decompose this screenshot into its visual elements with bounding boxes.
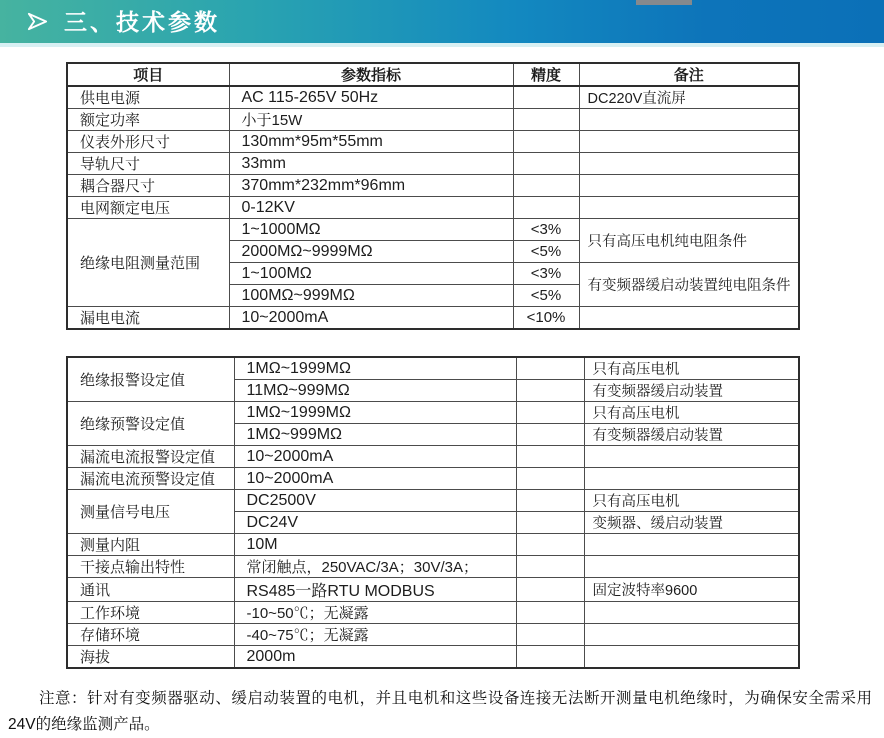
table-row <box>67 578 799 602</box>
table-cell <box>516 512 584 534</box>
table-cell: 只有高压电机 <box>584 402 799 424</box>
banner-underline <box>0 43 884 47</box>
arrow-right-icon <box>26 10 49 33</box>
table-cell: 1MΩ~1999MΩ <box>234 402 516 424</box>
column-header-accuracy: 精度 <box>513 63 579 86</box>
table-row <box>67 646 799 669</box>
table-row <box>67 534 799 556</box>
table-cell: -10~50℃；无凝露 <box>234 602 516 624</box>
table-cell <box>584 468 799 490</box>
table-cell: 漏电电流 <box>67 307 229 330</box>
table-cell <box>584 602 799 624</box>
table-cell: 绝缘电阻测量范围 <box>67 219 229 307</box>
table-cell: 小于15W <box>229 109 513 131</box>
table-cell <box>516 357 584 380</box>
table-cell: 10M <box>234 534 516 556</box>
table-cell: 常闭触点，250VAC/3A；30V/3A； <box>234 556 516 578</box>
table-row <box>67 490 799 512</box>
table-header-row <box>67 63 799 86</box>
table-cell <box>513 175 579 197</box>
table-cell: <3% <box>513 219 579 241</box>
table-row <box>67 602 799 624</box>
table-cell: 供电电源 <box>67 86 229 109</box>
section-title: 三、技术参数 <box>64 9 220 35</box>
table-cell: 仪表外形尺寸 <box>67 131 229 153</box>
column-header-parameter: 参数指标 <box>229 63 513 86</box>
table-cell: 只有高压电机纯电阻条件 <box>579 219 799 263</box>
table-cell: 1MΩ~999MΩ <box>234 424 516 446</box>
table-cell: 1~1000MΩ <box>229 219 513 241</box>
table-cell: 只有高压电机 <box>584 490 799 512</box>
table-cell <box>516 624 584 646</box>
table-cell: 漏流电流报警设定值 <box>67 446 234 468</box>
table-cell: 有变频器缓启动装置 <box>584 380 799 402</box>
table-row <box>67 624 799 646</box>
table-cell <box>516 446 584 468</box>
table-cell: 绝缘报警设定值 <box>67 357 234 402</box>
table-cell: 测量内阻 <box>67 534 234 556</box>
table-cell <box>516 468 584 490</box>
table-cell: <5% <box>513 285 579 307</box>
table-cell <box>513 86 579 109</box>
table-cell <box>516 556 584 578</box>
table-row <box>67 556 799 578</box>
table-cell: 130mm*95m*55mm <box>229 131 513 153</box>
table-row <box>67 153 799 175</box>
table-cell: DC24V <box>234 512 516 534</box>
table-cell: 33mm <box>229 153 513 175</box>
table-cell: <3% <box>513 263 579 285</box>
spec-table-main <box>66 62 800 330</box>
table-cell <box>516 534 584 556</box>
table-cell <box>579 131 799 153</box>
table-cell <box>516 380 584 402</box>
table-cell: 漏流电流预警设定值 <box>67 468 234 490</box>
table-cell: 11MΩ~999MΩ <box>234 380 516 402</box>
table-cell: 工作环境 <box>67 602 234 624</box>
table-cell <box>513 197 579 219</box>
table-row <box>67 468 799 490</box>
table-cell: 通讯 <box>67 578 234 602</box>
table-cell <box>516 490 584 512</box>
spec-table-settings <box>66 356 800 669</box>
table-cell: 10~2000mA <box>229 307 513 330</box>
table-cell: 导轨尺寸 <box>67 153 229 175</box>
table-cell <box>579 175 799 197</box>
table-cell: 固定波特率9600 <box>584 578 799 602</box>
table-cell: 10~2000mA <box>234 468 516 490</box>
table-cell: 370mm*232mm*96mm <box>229 175 513 197</box>
table-cell: 0-12KV <box>229 197 513 219</box>
table-cell: 海拔 <box>67 646 234 669</box>
table-cell: 测量信号电压 <box>67 490 234 534</box>
column-header-remark: 备注 <box>579 63 799 86</box>
table-cell: 1MΩ~1999MΩ <box>234 357 516 380</box>
table-cell <box>584 646 799 669</box>
table-cell: RS485一路RTU MODBUS <box>234 578 516 602</box>
table-cell: <10% <box>513 307 579 330</box>
table-cell <box>579 197 799 219</box>
column-header-item: 项目 <box>67 63 229 86</box>
table-cell <box>516 578 584 602</box>
section-banner <box>0 0 884 43</box>
table-row <box>67 307 799 330</box>
table-row <box>67 402 799 424</box>
table-cell <box>579 153 799 175</box>
table-cell: 有变频器缓启动装置 <box>584 424 799 446</box>
table-row <box>67 109 799 131</box>
table-row <box>67 175 799 197</box>
table-cell <box>513 109 579 131</box>
scrollbar-artifact <box>636 0 692 5</box>
table-cell: DC2500V <box>234 490 516 512</box>
table-cell: 干接点输出特性 <box>67 556 234 578</box>
table-cell <box>513 131 579 153</box>
table-cell: 有变频器缓启动装置纯电阻条件 <box>579 263 799 307</box>
table-cell <box>579 109 799 131</box>
table-cell: 只有高压电机 <box>584 357 799 380</box>
table-cell: 2000MΩ~9999MΩ <box>229 241 513 263</box>
table-cell <box>516 402 584 424</box>
table-cell: 存储环境 <box>67 624 234 646</box>
table-cell <box>584 534 799 556</box>
table-row <box>67 197 799 219</box>
table-row <box>67 446 799 468</box>
table-cell: 100MΩ~999MΩ <box>229 285 513 307</box>
table-cell: 10~2000mA <box>234 446 516 468</box>
table-cell <box>584 624 799 646</box>
table-cell <box>516 646 584 669</box>
table-cell: 绝缘预警设定值 <box>67 402 234 446</box>
table-row <box>67 357 799 380</box>
note-text: 注意：针对有变频器驱动、缓启动装置的电机，并且电机和这些设备连接无法断开测量电机绝缘时，为确保安全需采用24V的绝缘监测产品。 <box>8 690 872 733</box>
table-cell <box>584 446 799 468</box>
table-cell <box>516 602 584 624</box>
table-row <box>67 131 799 153</box>
table-cell <box>584 556 799 578</box>
table-cell: DC220V直流屏 <box>579 86 799 109</box>
table-cell <box>579 307 799 330</box>
table-row <box>67 86 799 109</box>
table-row <box>67 219 799 241</box>
table-cell: -40~75℃；无凝露 <box>234 624 516 646</box>
table-cell: 2000m <box>234 646 516 669</box>
table-cell <box>516 424 584 446</box>
table-cell: 1~100MΩ <box>229 263 513 285</box>
table-cell: AC 115-265V 50Hz <box>229 86 513 109</box>
table-cell: 变频器、缓启动装置 <box>584 512 799 534</box>
table-cell: 额定功率 <box>67 109 229 131</box>
table-cell: <5% <box>513 241 579 263</box>
table-cell <box>513 153 579 175</box>
table-cell: 电网额定电压 <box>67 197 229 219</box>
table-cell: 耦合器尺寸 <box>67 175 229 197</box>
